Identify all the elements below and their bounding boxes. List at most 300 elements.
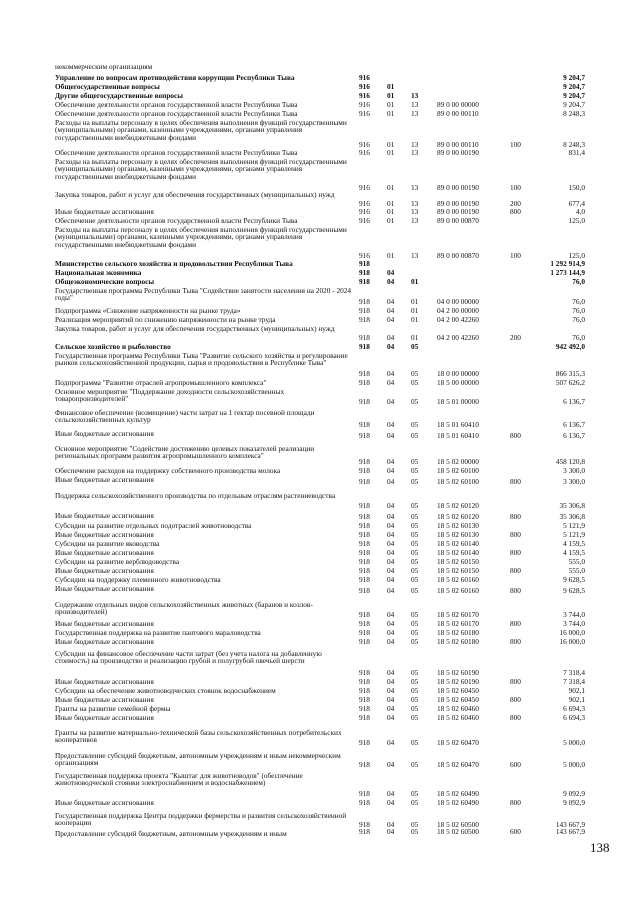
ministry-code: 916 (359, 109, 370, 118)
row-name: Субсидии на развитие яководства (55, 539, 160, 548)
target-item-code: 89 0 00 00190 (437, 199, 479, 208)
row-name: Субсидии на обеспечение животноводческих стоянок водоснабжением (55, 686, 276, 695)
row-name: Обеспечение деятельности органов государственной власти Республики Тыва (55, 148, 298, 157)
subsection-code: 05 (411, 586, 419, 595)
amount: 3 744,0 (563, 610, 585, 619)
amount: 7 318,4 (563, 677, 585, 686)
expense-type-code: 200 (510, 199, 521, 208)
subsection-code: 13 (411, 109, 419, 118)
ministry-code: 918 (359, 512, 370, 521)
target-item-code: 18 5 01 60410 (437, 431, 479, 440)
target-item-code: 04 2 00 00000 (437, 306, 479, 315)
target-item-code: 18 5 02 60490 (437, 798, 479, 807)
subsection-code: 05 (411, 695, 419, 704)
row-name: Иные бюджетные ассигнования (55, 475, 154, 484)
subsection-code: 13 (411, 148, 419, 157)
target-item-code: 18 5 02 60100 (437, 477, 479, 486)
subsection-code: 05 (411, 677, 419, 686)
amount: 555,0 (568, 557, 585, 566)
subsection-code: 13 (411, 91, 419, 100)
row-name: Иные бюджетные ассигнования (55, 584, 154, 593)
subsection-code: 05 (411, 466, 419, 475)
ministry-code: 918 (359, 677, 370, 686)
page-number: 138 (590, 840, 610, 855)
ministry-code: 918 (359, 686, 370, 695)
subsection-code: 05 (411, 342, 419, 351)
subsection-code: 05 (411, 477, 419, 486)
row-name: Иные бюджетные ассигнования (55, 619, 154, 628)
ministry-code: 918 (359, 575, 370, 584)
section-code: 04 (387, 668, 395, 677)
target-item-code: 04 0 00 00000 (437, 297, 479, 306)
subsection-code: 05 (411, 738, 419, 747)
section-code: 01 (387, 207, 395, 216)
row-name: Обеспечение деятельности органов государственной власти Республики Тыва (55, 100, 298, 109)
amount: 9 092,9 (563, 789, 585, 798)
expense-type-code: 800 (510, 548, 521, 557)
amount: 4 159,5 (563, 539, 585, 548)
ministry-code: 918 (359, 760, 370, 769)
expense-type-code: 100 (510, 251, 521, 260)
subsection-code: 01 (411, 306, 419, 315)
target-item-code: 18 5 01 60410 (437, 420, 479, 429)
target-item-code: 04 2 00 42260 (437, 315, 479, 324)
ministry-code: 918 (359, 501, 370, 510)
subsection-code: 05 (411, 827, 419, 836)
ministry-code: 916 (359, 216, 370, 225)
section-code: 04 (387, 378, 395, 387)
target-item-code: 89 0 00 00110 (437, 109, 479, 118)
section-code: 01 (387, 100, 395, 109)
ministry-code: 918 (359, 713, 370, 722)
ministry-code: 918 (359, 333, 370, 342)
expense-type-code: 800 (510, 695, 521, 704)
ministry-code: 918 (359, 789, 370, 798)
section-code: 04 (387, 637, 395, 646)
target-item-code: 04 2 00 42260 (437, 333, 479, 342)
target-item-code: 18 5 02 60120 (437, 501, 479, 510)
row-name: Подпрограмма «Снижение напряженности на рынке труда» (55, 306, 241, 315)
row-name: Основное мероприятие "Поддержание доходности сельскохозяйственных товаропроизводителей" (55, 387, 285, 404)
target-item-code: 89 0 00 00190 (437, 148, 479, 157)
amount: 9 204,7 (563, 73, 585, 82)
ministry-code: 918 (359, 566, 370, 575)
target-item-code: 18 5 02 60180 (437, 628, 479, 637)
amount: 35 306,8 (559, 501, 585, 510)
target-item-code: 18 5 02 60180 (437, 637, 479, 646)
row-name: Общеэкономические вопросы (55, 277, 155, 286)
amount: 8 248,3 (563, 109, 585, 118)
section-code: 04 (387, 466, 395, 475)
expense-type-code: 800 (510, 530, 521, 539)
subsection-code: 05 (411, 431, 419, 440)
row-name: Предоставление субсидий бюджетным, автономным учреждениям и иным некоммерческим организациям (55, 751, 341, 768)
section-code: 04 (387, 431, 395, 440)
ministry-code: 918 (359, 431, 370, 440)
amount: 150,0 (568, 183, 585, 192)
target-item-code: 18 5 02 60190 (437, 677, 479, 686)
section-code: 04 (387, 306, 395, 315)
row-name: Предоставление субсидий бюджетным, автономным учреждениям и иным (55, 829, 287, 838)
amount: 6 136,7 (563, 431, 585, 440)
target-item-code: 89 0 00 00190 (437, 183, 479, 192)
row-name: некоммерческим организациям (55, 62, 153, 71)
ministry-code: 918 (359, 798, 370, 807)
section-code: 04 (387, 704, 395, 713)
amount: 125,0 (568, 251, 585, 260)
row-name: Сельское хозяйство и рыболовство (55, 342, 171, 351)
subsection-code: 05 (411, 704, 419, 713)
target-item-code: 18 5 02 60470 (437, 760, 479, 769)
target-item-code: 18 5 02 60150 (437, 557, 479, 566)
target-item-code: 18 5 01 00000 (437, 397, 479, 406)
subsection-code: 05 (411, 686, 419, 695)
section-code: 04 (387, 315, 395, 324)
target-item-code: 89 0 00 00110 (437, 140, 479, 149)
target-item-code: 18 5 02 60460 (437, 704, 479, 713)
section-code: 04 (387, 619, 395, 628)
amount: 5 121,9 (563, 521, 585, 530)
amount: 143 667,9 (555, 827, 585, 836)
ministry-code: 918 (359, 530, 370, 539)
ministry-code: 918 (359, 277, 370, 286)
ministry-code: 916 (359, 199, 370, 208)
amount: 8 248,3 (563, 140, 585, 149)
target-item-code: 18 5 02 60130 (437, 521, 479, 530)
subsection-code: 05 (411, 668, 419, 677)
section-code: 04 (387, 713, 395, 722)
section-code: 04 (387, 342, 395, 351)
section-code: 04 (387, 628, 395, 637)
expense-type-code: 800 (510, 566, 521, 575)
ministry-code: 918 (359, 369, 370, 378)
ministry-code: 916 (359, 207, 370, 216)
amount: 3 300,0 (563, 477, 585, 486)
amount: 9 204,7 (563, 91, 585, 100)
row-name: Иные бюджетные ассигнования (55, 713, 154, 722)
expense-type-code: 800 (510, 619, 521, 628)
row-name: Другие общегосударственные вопросы (55, 91, 183, 100)
subsection-code: 13 (411, 207, 419, 216)
section-code: 04 (387, 512, 395, 521)
expense-type-code: 800 (510, 798, 521, 807)
ministry-code: 918 (359, 619, 370, 628)
subsection-code: 05 (411, 619, 419, 628)
row-name: Государственная программа Республики Тыва "Содействие занятости населения на 2020 - 2024 годы" (55, 286, 352, 303)
expense-type-code: 800 (510, 713, 521, 722)
row-name: Обеспечение деятельности органов государственной власти Республики Тыва (55, 109, 298, 118)
row-name: Государственная поддержка проекта "Кыштаг для животноводов" (обеспечение животноводческой стоянки электроснабжением и водоснабжением) (55, 771, 303, 788)
target-item-code: 18 5 02 60500 (437, 827, 479, 836)
ministry-code: 918 (359, 668, 370, 677)
ministry-code: 918 (359, 306, 370, 315)
row-name: Иные бюджетные ассигнования (55, 548, 154, 557)
expense-type-code: 600 (510, 827, 521, 836)
row-name: Иные бюджетные ассигнования (55, 530, 154, 539)
ministry-code: 918 (359, 342, 370, 351)
amount: 507 626,2 (555, 378, 585, 387)
section-code: 01 (387, 82, 395, 91)
amount: 3 300,0 (563, 466, 585, 475)
expense-type-code: 800 (510, 431, 521, 440)
section-code: 01 (387, 216, 395, 225)
row-name: Субсидии на финансовое обеспечение части затрат (без учета налога на добавленную стоимость) на производство и реализацию грубой и полугрубой овечьей шерсти (55, 649, 322, 666)
target-item-code: 18 5 02 60160 (437, 575, 479, 584)
target-item-code: 18 5 02 00000 (437, 457, 479, 466)
subsection-code: 05 (411, 378, 419, 387)
amount: 35 306,8 (559, 512, 585, 521)
amount: 5 121,9 (563, 530, 585, 539)
row-name: Национальная экономика (55, 268, 142, 277)
row-name: Закупка товаров, работ и услуг для обеспечения государственных (муниципальных) нужд (55, 324, 335, 333)
amount: 4 159,5 (563, 548, 585, 557)
section-code: 01 (387, 140, 395, 149)
section-code: 04 (387, 798, 395, 807)
row-name: Расходы на выплаты персоналу в целях обеспечения выполнения функций государственными (муниципальными) органами, казенными учреждениями, органами управления государственными внебюджетными фондами (55, 157, 347, 181)
row-name: Подпрограмма "Развитие отраслей агропромышленного комплекса" (55, 378, 267, 387)
expense-type-code: 100 (510, 140, 521, 149)
amount: 9 092,9 (563, 798, 585, 807)
row-name: Государственная поддержка Центра поддержки фермерства и развития сельскохозяйственной кооперации (55, 811, 347, 828)
amount: 76,0 (572, 333, 585, 342)
row-name: Государственная программа Республики Тыва "Развитие сельского хозяйства и регулирование рынков сельскохозяйственной продукции, сырья и продовольствия в Республике Тыва" (55, 351, 348, 368)
expense-type-code: 800 (510, 677, 521, 686)
row-name: Министерство сельского хозяйства и продовольствия Республики Тыва (55, 259, 293, 268)
amount: 4,0 (575, 207, 585, 216)
amount: 76,0 (572, 277, 585, 286)
subsection-code: 05 (411, 760, 419, 769)
subsection-code: 13 (411, 216, 419, 225)
amount: 76,0 (572, 306, 585, 315)
expense-type-code: 600 (510, 760, 521, 769)
amount: 76,0 (572, 315, 585, 324)
section-code: 04 (387, 521, 395, 530)
amount: 9 204,7 (563, 82, 585, 91)
subsection-code: 13 (411, 183, 419, 192)
section-code: 04 (387, 397, 395, 406)
subsection-code: 13 (411, 140, 419, 149)
target-item-code: 18 5 02 60160 (437, 586, 479, 595)
row-name: Государственная поддержка на развитие пантового мараловодства (55, 628, 261, 637)
ministry-code: 918 (359, 315, 370, 324)
section-code: 04 (387, 539, 395, 548)
subsection-code: 05 (411, 789, 419, 798)
target-item-code: 18 5 02 60170 (437, 610, 479, 619)
amount: 7 318,4 (563, 668, 585, 677)
ministry-code: 918 (359, 521, 370, 530)
expense-type-code: 800 (510, 586, 521, 595)
subsection-code: 13 (411, 199, 419, 208)
amount: 16 000,0 (559, 637, 585, 646)
amount: 866 315,3 (555, 369, 585, 378)
target-item-code: 18 5 02 60140 (437, 548, 479, 557)
row-name: Реализация мероприятий по снижению напряженности на рынке труда (55, 315, 276, 324)
section-code: 04 (387, 277, 395, 286)
section-code: 04 (387, 477, 395, 486)
section-code: 04 (387, 586, 395, 595)
subsection-code: 05 (411, 566, 419, 575)
section-code: 04 (387, 820, 395, 829)
section-code: 04 (387, 548, 395, 557)
amount: 555,0 (568, 566, 585, 575)
target-item-code: 89 0 00 00870 (437, 251, 479, 260)
subsection-code: 05 (411, 457, 419, 466)
section-code: 01 (387, 109, 395, 118)
ministry-code: 918 (359, 704, 370, 713)
row-name: Иные бюджетные ассигнования (55, 566, 154, 575)
row-name: Содержание отдельных видов сельскохозяйственных животных (баранов и козлов-производителей) (55, 600, 313, 617)
ministry-code: 918 (359, 420, 370, 429)
ministry-code: 918 (359, 477, 370, 486)
target-item-code: 18 5 02 60450 (437, 695, 479, 704)
expense-type-code: 800 (510, 477, 521, 486)
section-code: 04 (387, 827, 395, 836)
row-name: Управление по вопросам противодействия коррупции Республики Тыва (55, 73, 295, 82)
subsection-code: 05 (411, 521, 419, 530)
section-code: 04 (387, 457, 395, 466)
ministry-code: 918 (359, 637, 370, 646)
section-code: 04 (387, 501, 395, 510)
target-item-code: 18 5 02 60120 (437, 512, 479, 521)
amount: 9 628,5 (563, 586, 585, 595)
subsection-code: 01 (411, 297, 419, 306)
amount: 6 694,3 (563, 704, 585, 713)
amount: 6 136,7 (563, 420, 585, 429)
amount: 3 744,0 (563, 619, 585, 628)
ministry-code: 918 (359, 628, 370, 637)
target-item-code: 18 5 02 60140 (437, 539, 479, 548)
target-item-code: 89 0 00 00190 (437, 207, 479, 216)
target-item-code: 18 5 02 60130 (437, 530, 479, 539)
subsection-code: 05 (411, 539, 419, 548)
ministry-code: 918 (359, 397, 370, 406)
section-code: 04 (387, 268, 395, 277)
target-item-code: 18 5 02 60170 (437, 619, 479, 628)
section-code: 04 (387, 686, 395, 695)
row-name: Иные бюджетные ассигнования (55, 798, 154, 807)
ministry-code: 918 (359, 457, 370, 466)
target-item-code: 18 0 00 00000 (437, 369, 479, 378)
target-item-code: 18 5 02 60450 (437, 686, 479, 695)
ministry-code: 918 (359, 297, 370, 306)
row-name: Обеспечение деятельности органов государственной власти Республики Тыва (55, 216, 298, 225)
ministry-code: 918 (359, 466, 370, 475)
row-name: Поддержка сельскохозяйственного производства по отдельным отраслям растениеводства (55, 491, 336, 500)
target-item-code: 18 5 02 60470 (437, 738, 479, 747)
ministry-code: 918 (359, 539, 370, 548)
row-name: Гранты на развитие семейной фермы (55, 704, 171, 713)
section-code: 01 (387, 148, 395, 157)
expense-type-code: 800 (510, 207, 521, 216)
row-name: Иные бюджетные ассигнования (55, 695, 154, 704)
subsection-code: 13 (411, 251, 419, 260)
amount: 902,1 (568, 686, 585, 695)
expense-type-code: 800 (510, 512, 521, 521)
amount: 16 000,0 (559, 628, 585, 637)
row-name: Иные бюджетные ассигнования (55, 637, 154, 646)
subsection-code: 05 (411, 557, 419, 566)
amount: 9 628,5 (563, 575, 585, 584)
amount: 942 492,0 (555, 342, 585, 351)
section-code: 04 (387, 760, 395, 769)
subsection-code: 05 (411, 530, 419, 539)
subsection-code: 05 (411, 397, 419, 406)
section-code: 01 (387, 183, 395, 192)
subsection-code: 05 (411, 501, 419, 510)
ministry-code: 918 (359, 586, 370, 595)
section-code: 04 (387, 695, 395, 704)
ministry-code: 918 (359, 695, 370, 704)
section-code: 04 (387, 677, 395, 686)
row-name: Обеспечение расходов на поддержку собственного производства молока (55, 466, 281, 475)
ministry-code: 916 (359, 82, 370, 91)
ministry-code: 916 (359, 251, 370, 260)
section-code: 04 (387, 738, 395, 747)
row-name: Основное мероприятие "Содействие достижению целевых показателей реализации региональных программ развития агропромышленного комплекса" (55, 444, 315, 461)
row-name: Закупка товаров, работ и услуг для обеспечения государственных (муниципальных) нужд (55, 190, 335, 199)
subsection-code: 01 (411, 333, 419, 342)
amount: 458 120,8 (555, 457, 585, 466)
ministry-code: 916 (359, 91, 370, 100)
row-name: Расходы на выплаты персоналу в целях обеспечения выполнения функций государственными (муниципальными) органами, казенными учреждениями, органами управления государственными внебюджетными фондами (55, 118, 347, 142)
ministry-code: 918 (359, 820, 370, 829)
subsection-code: 05 (411, 512, 419, 521)
amount: 1 292 914,9 (550, 259, 585, 268)
section-code: 04 (387, 369, 395, 378)
section-code: 04 (387, 420, 395, 429)
section-code: 04 (387, 575, 395, 584)
amount: 9 204,7 (563, 100, 585, 109)
section-code: 01 (387, 91, 395, 100)
row-name: Иные бюджетные ассигнования (55, 429, 154, 438)
amount: 143 667,9 (555, 820, 585, 829)
row-name: Иные бюджетные ассигнования (55, 511, 154, 520)
section-code: 04 (387, 566, 395, 575)
amount: 1 273 144,9 (550, 268, 585, 277)
ministry-code: 916 (359, 148, 370, 157)
row-name: Иные бюджетные ассигнования (55, 677, 154, 686)
subsection-code: 05 (411, 798, 419, 807)
subsection-code: 05 (411, 820, 419, 829)
subsection-code: 13 (411, 100, 419, 109)
section-code: 04 (387, 530, 395, 539)
subsection-code: 05 (411, 610, 419, 619)
ministry-code: 916 (359, 183, 370, 192)
target-item-code: 89 0 00 00000 (437, 100, 479, 109)
subsection-code: 05 (411, 628, 419, 637)
subsection-code: 05 (411, 575, 419, 584)
row-name: Иные бюджетные ассигнования (55, 207, 154, 216)
row-name: Расходы на выплаты персоналу в целях обеспечения выполнения функций государственными (муниципальными) органами, казенными учреждениями, органами управления государственными внебюджетными фондами (55, 225, 347, 249)
target-item-code: 18 5 02 60100 (437, 466, 479, 475)
section-code: 04 (387, 610, 395, 619)
row-name: Гранты на развитие материально-технической базы сельскохозяйственных потребительских кооперативов (55, 728, 342, 745)
row-name: Финансовое обеспечение (возмещение) части затрат на 1 гектар посевной площади сельскохозяйственных культур (55, 408, 315, 425)
subsection-code: 01 (411, 277, 419, 286)
ministry-code: 918 (359, 738, 370, 747)
section-code: 01 (387, 199, 395, 208)
section-code: 01 (387, 251, 395, 260)
ministry-code: 916 (359, 140, 370, 149)
target-item-code: 18 5 00 00000 (437, 378, 479, 387)
target-item-code: 18 5 02 60150 (437, 566, 479, 575)
ministry-code: 918 (359, 259, 370, 268)
section-code: 04 (387, 297, 395, 306)
subsection-code: 01 (411, 315, 419, 324)
subsection-code: 05 (411, 713, 419, 722)
amount: 5 000,0 (563, 760, 585, 769)
target-item-code: 18 5 02 60190 (437, 668, 479, 677)
